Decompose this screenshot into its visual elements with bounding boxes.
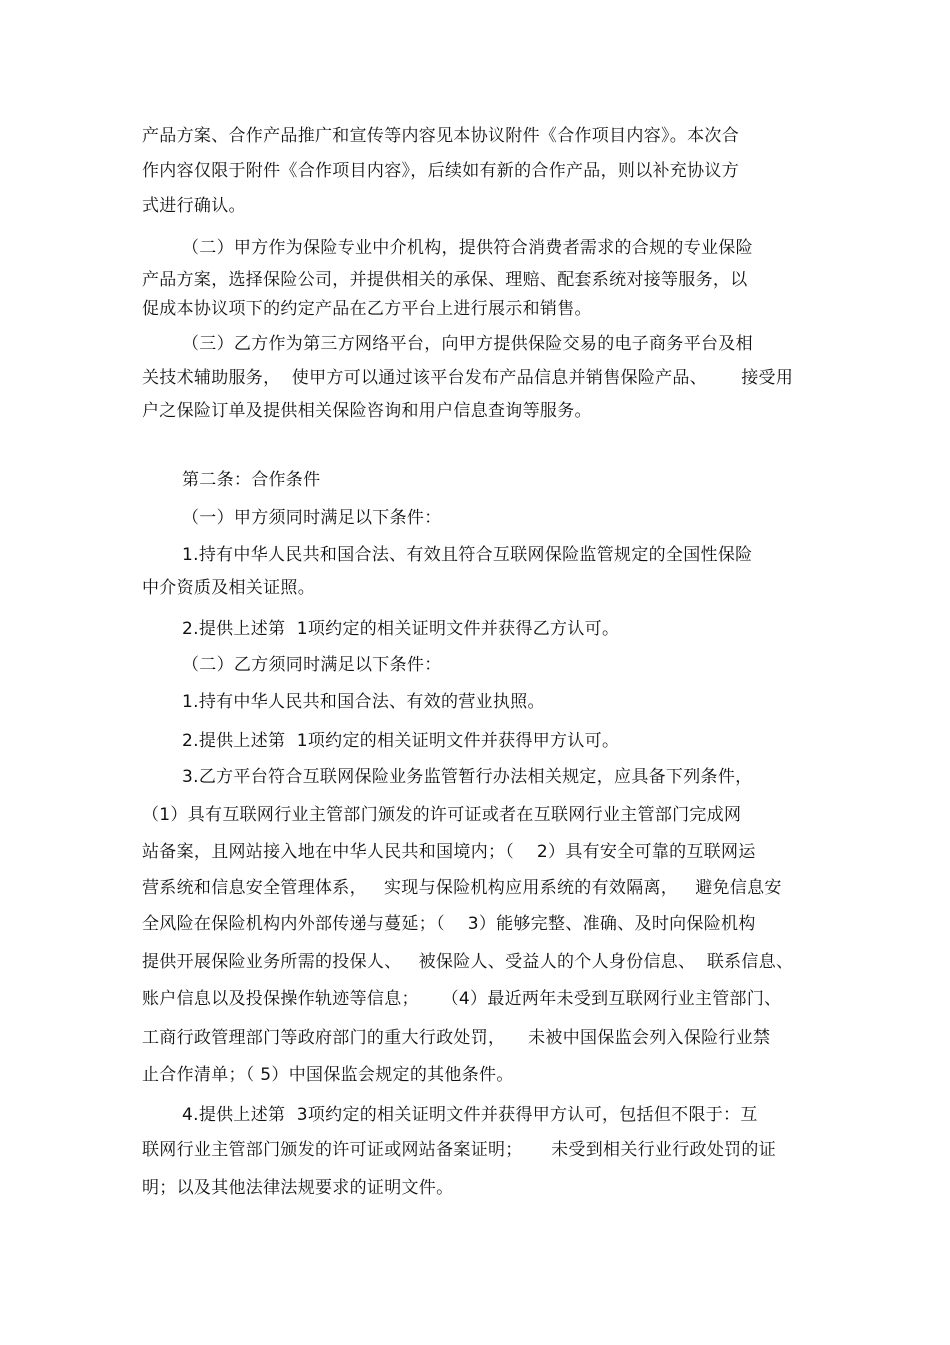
- text-line: 全风险在保险机构内外部传递与蔓延；（ 3）能够完整、准确、及时向保险机构: [142, 914, 756, 934]
- text-line: 止合作清单；（ 5）中国保监会规定的其他条件。: [142, 1065, 514, 1085]
- text-line: 户之保险订单及提供相关保险咨询和用户信息查询等服务。: [142, 401, 592, 421]
- text-line: 营系统和信息安全管理体系， 实现与保险机构应用系统的有效隔离， 避免信息安: [142, 878, 782, 898]
- text-line: 关技术辅助服务， 使甲方可以通过该平台发布产品信息并销售保险产品、 接受用: [142, 368, 794, 388]
- text-line: 明；以及其他法律法规要求的证明文件。: [142, 1178, 454, 1198]
- paragraph-start-line: 2.提供上述第 1项约定的相关证明文件并获得甲方认可。: [182, 731, 620, 751]
- paragraph-start-line: （三）乙方作为第三方网络平台，向甲方提供保险交易的电子商务平台及相: [182, 334, 753, 354]
- text-line: 提供开展保险业务所需的投保人、 被保险人、受益人的个人身份信息、 联系信息、: [142, 952, 794, 972]
- text-line: 工商行政管理部门等政府部门的重大行政处罚， 未被中国保监会列入保险行业禁: [142, 1028, 771, 1048]
- text-line: （1）具有互联网行业主管部门颁发的许可证或者在互联网行业主管部门完成网: [142, 805, 742, 825]
- section-heading: 第二条：合作条件: [182, 470, 321, 490]
- paragraph-start-line: （二）乙方须同时满足以下条件：: [182, 655, 442, 675]
- text-line: 产品方案，选择保险公司，并提供相关的承保、理赔、配套系统对接等服务，以: [142, 270, 748, 290]
- paragraph-start-line: 3.乙方平台符合互联网保险业务监管暂行办法相关规定，应具备下列条件，: [182, 767, 753, 787]
- text-line: 式进行确认。: [142, 196, 246, 216]
- paragraph-start-line: 4.提供上述第 3项约定的相关证明文件并获得甲方认可，包括但不限于：互: [182, 1105, 758, 1125]
- paragraph-start-line: 2.提供上述第 1项约定的相关证明文件并获得乙方认可。: [182, 619, 620, 639]
- text-line: 站备案，且网站接入地在中华人民共和国境内；（ 2）具有安全可靠的互联网运: [142, 842, 756, 862]
- paragraph-start-line: 1.持有中华人民共和国合法、有效的营业执照。: [182, 692, 545, 712]
- text-line: 作内容仅限于附件《合作项目内容》，后续如有新的合作产品，则以补充协议方: [142, 161, 739, 181]
- paragraph-start-line: （二）甲方作为保险专业中介机构，提供符合消费者需求的合规的专业保险: [182, 238, 753, 258]
- paragraph-start-line: （一）甲方须同时满足以下条件：: [182, 508, 442, 528]
- text-line: 促成本协议项下的约定产品在乙方平台上进行展示和销售。: [142, 299, 592, 319]
- text-line: 中介资质及相关证照。: [142, 578, 315, 598]
- text-line: 账户信息以及投保操作轨迹等信息； （4）最近两年未受到互联网行业主管部门、: [142, 989, 782, 1009]
- text-line: 产品方案、合作产品推广和宣传等内容见本协议附件《合作项目内容》。本次合: [142, 126, 739, 146]
- paragraph-start-line: 1.持有中华人民共和国合法、有效且符合互联网保险监管规定的全国性保险: [182, 545, 753, 565]
- text-line: 联网行业主管部门颁发的许可证或网站备案证明； 未受到相关行业行政处罚的证: [142, 1140, 777, 1160]
